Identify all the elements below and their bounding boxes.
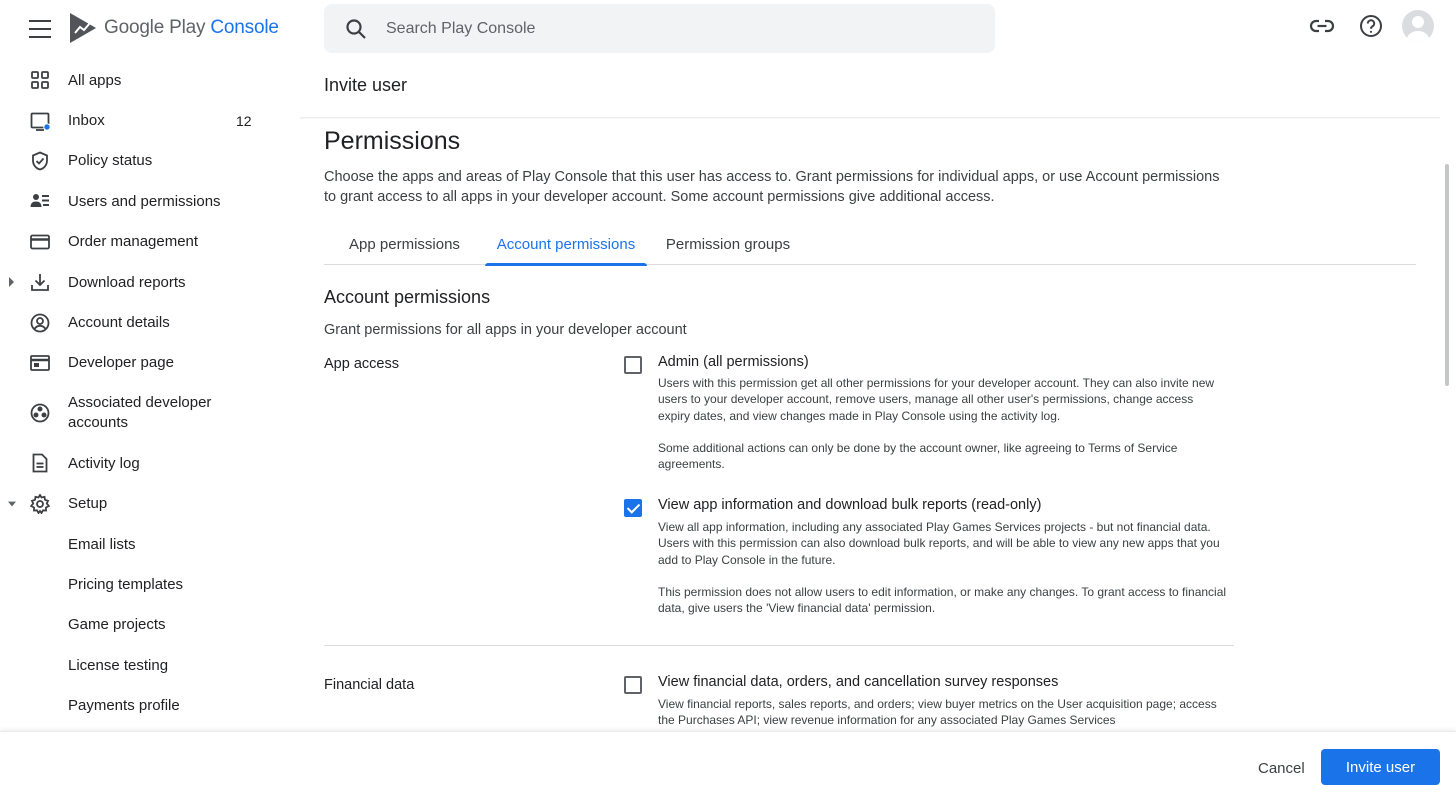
view-app-info-option-desc: View all app information, including any associated Play Games Services projects - but not financial data. Users with this permission can also download bulk reports, and will be able to view any new apps that you add to Play Console in the future. bbox=[658, 520, 1220, 567]
sidebar-item-label: Inbox bbox=[68, 112, 105, 130]
tab-account-permissions[interactable]: Account permissions bbox=[485, 224, 647, 264]
sidebar-item-label: Game projects bbox=[68, 616, 166, 634]
view-financial-data-checkbox[interactable] bbox=[624, 676, 642, 694]
permissions-description: Choose the apps and areas of Play Console that this user has access to. Grant permissions for individual apps, or use Account permissions to grant access to all apps in your developer account. Some account permissions give additional access. bbox=[324, 169, 1220, 205]
admin-checkbox[interactable] bbox=[624, 356, 642, 374]
sidebar-item-activity-log[interactable] bbox=[0, 443, 300, 483]
search-icon[interactable] bbox=[345, 18, 367, 40]
help-icon[interactable] bbox=[1357, 12, 1385, 40]
sidebar-item-label: Activity log bbox=[68, 454, 140, 472]
sidebar bbox=[0, 0, 300, 801]
sidebar-item-developer-page[interactable] bbox=[0, 343, 300, 383]
sidebar-item-inbox[interactable] bbox=[0, 100, 300, 140]
sidebar-item-label: Account details bbox=[68, 314, 170, 332]
web-page-icon bbox=[30, 353, 50, 373]
view-app-info-option-title: View app information and download bulk reports (read-only) bbox=[658, 497, 1042, 513]
footer-action-bar bbox=[0, 731, 1456, 801]
hamburger-menu-icon[interactable] bbox=[26, 14, 54, 42]
caret-right-icon[interactable] bbox=[8, 277, 16, 287]
sidebar-item-label: Pricing templates bbox=[68, 575, 184, 593]
sidebar-item-label: All apps bbox=[68, 71, 122, 89]
tab-permission-groups[interactable]: Permission groups bbox=[665, 235, 791, 253]
view-financial-data-option-title: View financial data, orders, and cancellation survey responses bbox=[658, 674, 1059, 690]
grid-icon bbox=[30, 70, 50, 90]
shield-check-icon bbox=[30, 151, 50, 171]
sidebar-item-label: Setup bbox=[68, 495, 108, 513]
avatar[interactable] bbox=[1402, 10, 1434, 42]
admin-option-title: Admin (all permissions) bbox=[658, 354, 809, 370]
avatar-person-icon bbox=[1402, 10, 1434, 42]
sidebar-item-game-projects[interactable] bbox=[0, 605, 300, 645]
financial-data-label: Financial data bbox=[324, 677, 415, 693]
people-list-icon bbox=[30, 191, 50, 211]
sidebar-item-label: Payments profile bbox=[68, 697, 180, 715]
sidebar-item-license-testing[interactable] bbox=[0, 645, 300, 685]
app-access-label: App access bbox=[324, 356, 399, 372]
invite-user-button[interactable]: Invite user bbox=[1321, 749, 1440, 785]
header-divider bbox=[300, 117, 1440, 119]
inbox-count-badge: 12 bbox=[236, 112, 252, 129]
section-title: Account permissions bbox=[324, 287, 491, 307]
section-subtitle: Grant permissions for all apps in your developer account bbox=[324, 322, 687, 338]
view-financial-data-option-desc: View financial reports, sales reports, and orders; view buyer metrics on the User acquisition page; access the Purchases API; view revenue information for any associated Play Games Services bbox=[658, 697, 1217, 728]
sidebar-item-label: License testing bbox=[68, 656, 169, 674]
sidebar-item-label: Order management bbox=[68, 233, 199, 251]
sidebar-item-label: Download reports bbox=[68, 273, 186, 291]
admin-option-note: Some additional actions can only be done by the account owner, like agreeing to Terms of Service agreements. bbox=[658, 441, 1178, 472]
cancel-button[interactable]: Cancel bbox=[1258, 759, 1305, 777]
sidebar-item-label: Policy status bbox=[68, 152, 153, 170]
gear-icon bbox=[30, 494, 50, 514]
sidebar-item-pricing-templates[interactable] bbox=[0, 564, 300, 604]
page-title: Invite user bbox=[324, 75, 408, 95]
sidebar-item-all-apps[interactable] bbox=[0, 60, 300, 100]
credit-card-icon bbox=[30, 232, 50, 252]
admin-option-desc: Users with this permission get all other permissions for your developer account. They can also invite new users to your developer account, remove users, manage all other user's permissions, change access expiry dates, and view changes made in Play Console using the activity log. bbox=[658, 376, 1215, 423]
sidebar-item-label: Associated developer accounts bbox=[68, 394, 212, 432]
sidebar-item-account-details[interactable] bbox=[0, 302, 300, 342]
sidebar-item-download-reports[interactable] bbox=[0, 262, 300, 302]
sidebar-item-label: Developer page bbox=[68, 354, 174, 372]
main-scrollbar[interactable] bbox=[1445, 164, 1449, 386]
logo-text: Google Play Console bbox=[104, 17, 279, 38]
search-bar[interactable] bbox=[324, 4, 995, 53]
download-icon bbox=[30, 272, 50, 292]
sidebar-item-email-lists[interactable] bbox=[0, 524, 300, 564]
account-circle-icon bbox=[30, 313, 50, 333]
sidebar-item-users-and-permissions[interactable] bbox=[0, 181, 300, 221]
sidebar-item-order-management[interactable] bbox=[0, 222, 300, 262]
caret-down-icon[interactable] bbox=[8, 499, 16, 509]
sidebar-item-setup[interactable] bbox=[0, 484, 300, 524]
sidebar-item-policy-status[interactable] bbox=[0, 141, 300, 181]
permission-tabs bbox=[324, 224, 1416, 265]
view-app-info-checkbox[interactable] bbox=[624, 499, 642, 517]
link-icon[interactable] bbox=[1308, 12, 1336, 40]
sidebar-item-label: Email lists bbox=[68, 535, 136, 553]
inbox-icon bbox=[30, 111, 50, 131]
sidebar-item-payments-profile[interactable] bbox=[0, 685, 300, 725]
permissions-heading: Permissions bbox=[324, 127, 461, 155]
sidebar-nav bbox=[0, 60, 300, 726]
view-app-info-option-note: This permission does not allow users to edit information, or make any changes. To grant access to financial data, give users the 'View financial data' permission. bbox=[658, 585, 1227, 616]
sidebar-item-associated-developer-accounts[interactable] bbox=[0, 383, 300, 443]
search-input[interactable]: Search Play Console bbox=[386, 19, 536, 37]
google-play-console-logo[interactable] bbox=[68, 12, 279, 44]
linked-accounts-icon bbox=[30, 403, 50, 423]
group-divider bbox=[324, 645, 1234, 646]
tab-app-permissions[interactable]: App permissions bbox=[349, 235, 460, 253]
play-console-logo-icon bbox=[68, 12, 98, 44]
document-icon bbox=[30, 453, 50, 473]
sidebar-item-label: Users and permissions bbox=[68, 192, 221, 210]
